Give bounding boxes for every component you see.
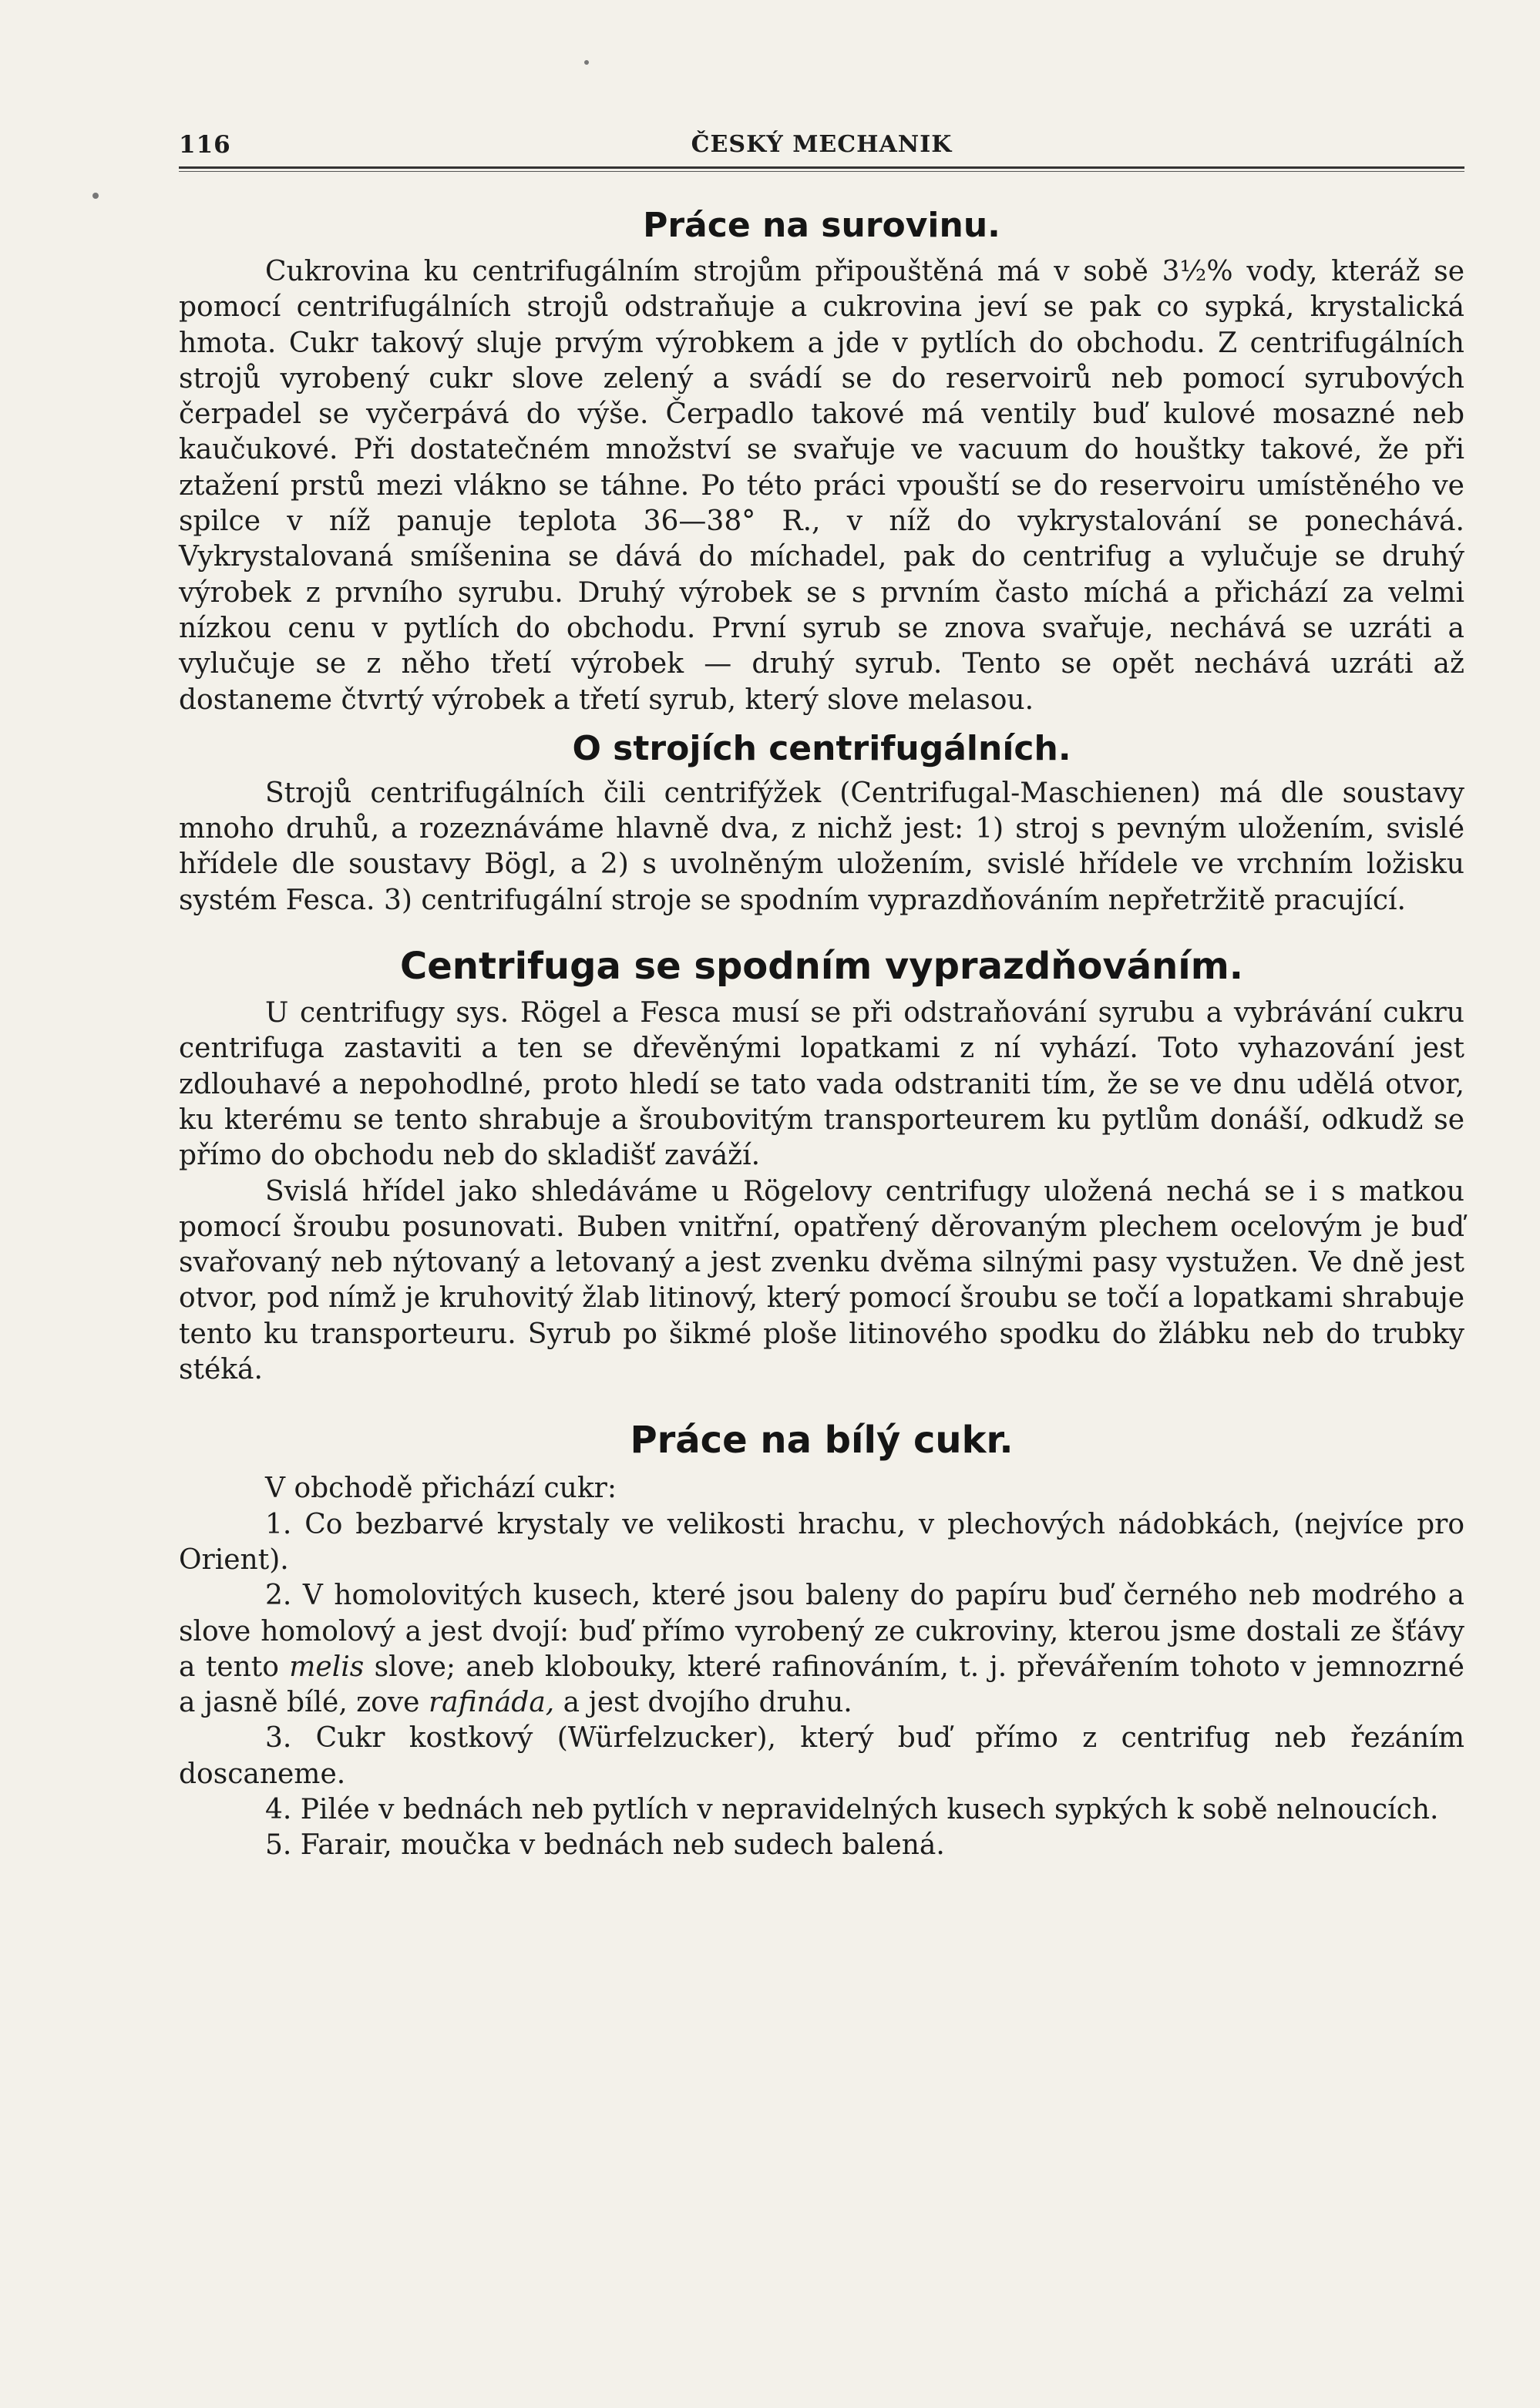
- page-number: 116: [179, 131, 231, 159]
- term-melis: melis: [289, 1651, 365, 1683]
- paragraph: Strojů centrifugálních čili centrifýžek (Centrifugal-Maschienen) má dle soustavy mnoho druhů, a rozeznáváme hlavně dva, z nichž jest: 1) stroj s pevným uložením, svislé hřídele dle soustavy Bögl, a 2) s uvolněným uložením, svislé hřídele ve vrchním ložisku systém Fesca. 3) centrifugální stroje se spodním vyprazdňováním nepřetržitě pracující.: [179, 777, 1464, 916]
- section-title: Práce na bílý cukr.: [630, 1419, 1014, 1463]
- section-title: O strojích centrifugálních.: [572, 728, 1071, 768]
- paragraph: U centrifugy sys. Rögel a Fesca musí se při odstraňování syrubu a vybrávání cukru centrifuga zastaviti a ten se dřevěnými lopatkami z ní vyhází. Toto vyhazování jest zdlouhavé a nepohodlné, proto hledí se tato vada odstraniti tím, že se ve dnu udělá otvor, ku kterému se tento shrabuje a šroubovitým transporteurem ku pytlům donáší, odkudž se přímo do obchodu neb do skladišť zaváží.: [179, 997, 1464, 1172]
- paragraph: Svislá hřídel jako shledáváme u Rögelovy centrifugy uložená nechá se i s matkou pomocí šroubu posunovati. Buben vnitřní, opatřený děrovaným plechem ocelovým je buď svařovaný neb nýtovaný a letovaný a jest zvenku dvěma silnými pasy vystužen. Ve dně jest otvor, pod nímž je kruhovitý žlab litinový, který pomocí šroubu se točí a lopatkami shrabuje tento ku transporteuru. Syrub po šikmé ploše litinového spodku do žlábku neb do trubky stéká.: [179, 1175, 1464, 1386]
- list-item-text: 2. V homolovitých kusech, které jsou baleny do papíru buď černého neb modrého a slove homolový a jest dvojí: buď přímo vyrobený ze cukroviny, kterou jsme dostali ze šťávy a tento: [179, 1580, 1464, 1683]
- list-item: 5. Farair, moučka v bednách neb sudech balená.: [265, 1829, 945, 1862]
- margin-speck: [92, 193, 99, 199]
- list-item: [179, 1578, 1464, 1721]
- running-title: ČESKÝ MECHANIK: [691, 131, 953, 158]
- section-title: Práce na surovinu.: [643, 206, 1000, 245]
- list-item-text: slove; aneb klobouky, které rafinováním, t. j. převářením tohoto v jemnozrné a jasně bílé, zove: [179, 1651, 1464, 1719]
- margin-speck: [584, 60, 589, 65]
- running-head: [179, 123, 1464, 160]
- list-item-text: a jest dvojího druhu.: [554, 1687, 852, 1719]
- page: [179, 123, 1464, 1864]
- list-intro: V obchodě přichází cukr:: [265, 1473, 617, 1505]
- list-item: 1. Co bezbarvé krystaly ve velikosti hrachu, v plechových nádobkách, (nejvíce pro Orient).: [179, 1508, 1464, 1576]
- header-rule-thin: [179, 171, 1464, 172]
- header-rule: [179, 166, 1464, 169]
- list-item: 4. Pilée v bednách neb pytlích v nepravidelných kusech sypkých k sobě nelnoucích.: [265, 1793, 1439, 1825]
- paragraph: Cukrovina ku centrifugálním strojům připouštěná má v sobě 3½% vody, kteráž se pomocí centrifugálních strojů odstraňuje a cukrovina jeví se pak co sypká, krystalická hmota. Cukr takový sluje prvým výrobkem a jde v pytlích do obchodu. Z centrifugálních strojů vyrobený cukr slove zelený a svádí se do reservoirů neb pomocí syrubových čerpadel se vyčerpává do výše. Čerpadlo takové má ventily buď kulové mosazné neb kaučukové. Při dostatečném množství se svařuje ve vacuum do houštky takové, že při ztažení prstů mezi vlákno se táhne. Po této práci vpouští se do reservoiru umístěného ve spilce v níž panuje teplota 36—38° R., v níž do vykrystalování se ponechává. Vykrystalovaná smíšenina se dává do míchadel, pak do centrifug a vylučuje se druhý výrobek z prvního syrubu. Druhý výrobek se s prvním často míchá a přichází za velmi nízkou cenu v pytlích do obchodu. První syrub se znova svařuje, nechává se uzráti a vylučuje se z něho třetí výrobek — druhý syrub. Tento se opět nechává uzráti až dostaneme čtvrtý výrobek a třetí syrub, který slove melasou.: [179, 256, 1464, 716]
- term-rafinada: rafináda,: [428, 1687, 555, 1719]
- list-item: 3. Cukr kostkový (Würfelzucker), který buď přímo z centrifug neb řezáním doscaneme.: [179, 1722, 1464, 1790]
- section-title: Centrifuga se spodním vyprazdňováním.: [400, 945, 1243, 989]
